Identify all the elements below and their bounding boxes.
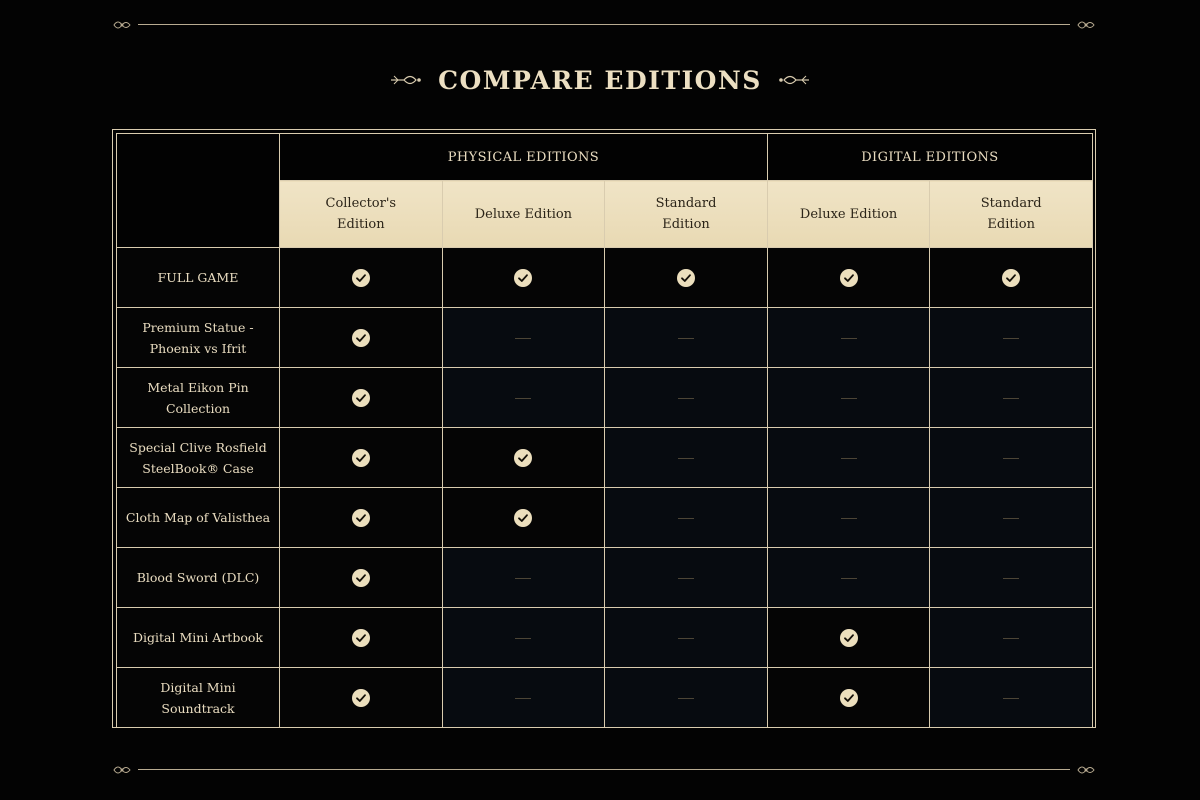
feature-cell-not-included xyxy=(442,548,605,608)
dash-icon xyxy=(841,518,857,519)
corner-cell xyxy=(117,134,280,248)
feature-label: Digital Mini Soundtrack xyxy=(117,668,280,728)
feature-cell-included xyxy=(280,488,443,548)
page-heading xyxy=(0,60,1200,100)
feature-row xyxy=(117,428,1093,488)
feature-label: Special Clive Rosfield SteelBook® Case xyxy=(117,428,280,488)
feature-cell-included xyxy=(280,308,443,368)
edition-header-physical-editions-standard-edition: Standard Edition xyxy=(605,181,768,248)
feature-cell-not-included xyxy=(767,488,930,548)
feature-row xyxy=(117,668,1093,728)
check-circle-icon xyxy=(352,509,370,527)
dash-icon xyxy=(841,398,857,399)
edition-header-digital-editions-standard-edition: Standard Edition xyxy=(930,181,1093,248)
feature-cell-not-included xyxy=(442,668,605,728)
feature-cell-included xyxy=(767,248,930,308)
feature-cell-included xyxy=(767,608,930,668)
dash-icon xyxy=(678,698,694,699)
feature-cell-included xyxy=(280,608,443,668)
feature-label: FULL GAME xyxy=(117,248,280,308)
dash-icon xyxy=(678,398,694,399)
dash-icon xyxy=(841,338,857,339)
dash-icon xyxy=(515,638,531,639)
dash-icon xyxy=(678,458,694,459)
dash-icon xyxy=(1003,518,1019,519)
feature-cell-not-included xyxy=(605,668,768,728)
flourish-ornament-icon xyxy=(1076,18,1096,32)
feature-cell-not-included xyxy=(605,548,768,608)
compare-editions-table xyxy=(116,133,1093,728)
dash-icon xyxy=(515,398,531,399)
feature-row xyxy=(117,608,1093,668)
feature-cell-included xyxy=(280,428,443,488)
feature-cell-not-included xyxy=(442,308,605,368)
check-circle-icon xyxy=(840,269,858,287)
check-circle-icon xyxy=(352,329,370,347)
dash-icon xyxy=(841,578,857,579)
check-circle-icon xyxy=(352,269,370,287)
feature-cell-not-included xyxy=(930,488,1093,548)
flourish-ornament-icon xyxy=(778,73,810,87)
dash-icon xyxy=(678,338,694,339)
feature-cell-included xyxy=(930,248,1093,308)
feature-cell-included xyxy=(442,428,605,488)
flourish-ornament-icon xyxy=(112,763,132,777)
feature-cell-included xyxy=(442,248,605,308)
group-header-physical: PHYSICAL EDITIONS xyxy=(280,134,768,181)
feature-row xyxy=(117,488,1093,548)
feature-cell-not-included xyxy=(930,308,1093,368)
page-title: COMPARE EDITIONS xyxy=(438,65,762,95)
feature-cell-not-included xyxy=(605,488,768,548)
top-divider xyxy=(112,18,1096,32)
feature-rows xyxy=(117,248,1093,728)
feature-label: Cloth Map of Valisthea xyxy=(117,488,280,548)
check-circle-icon xyxy=(840,689,858,707)
dash-icon xyxy=(678,518,694,519)
divider-line xyxy=(138,769,1070,770)
check-circle-icon xyxy=(677,269,695,287)
dash-icon xyxy=(841,458,857,459)
edition-header-physical-editions-collector-s-edition: Collector's Edition xyxy=(280,181,443,248)
check-circle-icon xyxy=(1002,269,1020,287)
dash-icon xyxy=(1003,398,1019,399)
feature-row xyxy=(117,248,1093,308)
feature-cell-not-included xyxy=(442,608,605,668)
check-circle-icon xyxy=(514,269,532,287)
dash-icon xyxy=(678,638,694,639)
feature-cell-not-included xyxy=(767,428,930,488)
feature-cell-included xyxy=(442,488,605,548)
flourish-ornament-icon xyxy=(1076,763,1096,777)
feature-cell-not-included xyxy=(767,368,930,428)
dash-icon xyxy=(678,578,694,579)
group-header-row xyxy=(117,134,1093,181)
feature-row xyxy=(117,308,1093,368)
group-header-digital: DIGITAL EDITIONS xyxy=(767,134,1092,181)
check-circle-icon xyxy=(352,569,370,587)
check-circle-icon xyxy=(840,629,858,647)
feature-cell-not-included xyxy=(930,548,1093,608)
feature-label: Blood Sword (DLC) xyxy=(117,548,280,608)
dash-icon xyxy=(1003,698,1019,699)
flourish-ornament-icon xyxy=(112,18,132,32)
feature-cell-not-included xyxy=(605,368,768,428)
feature-cell-not-included xyxy=(605,308,768,368)
feature-cell-included xyxy=(280,668,443,728)
feature-cell-included xyxy=(280,368,443,428)
feature-cell-not-included xyxy=(930,368,1093,428)
feature-cell-not-included xyxy=(930,428,1093,488)
check-circle-icon xyxy=(352,389,370,407)
feature-cell-not-included xyxy=(767,308,930,368)
dash-icon xyxy=(515,338,531,339)
feature-cell-not-included xyxy=(605,608,768,668)
feature-cell-not-included xyxy=(442,368,605,428)
feature-row xyxy=(117,548,1093,608)
dash-icon xyxy=(515,698,531,699)
feature-label: Premium Statue - Phoenix vs Ifrit xyxy=(117,308,280,368)
divider-line xyxy=(138,24,1070,25)
check-circle-icon xyxy=(352,449,370,467)
check-circle-icon xyxy=(514,509,532,527)
feature-cell-included xyxy=(767,668,930,728)
feature-cell-not-included xyxy=(930,668,1093,728)
feature-cell-not-included xyxy=(605,428,768,488)
check-circle-icon xyxy=(352,629,370,647)
dash-icon xyxy=(1003,638,1019,639)
dash-icon xyxy=(1003,578,1019,579)
edition-header-digital-editions-deluxe-edition: Deluxe Edition xyxy=(767,181,930,248)
feature-label: Digital Mini Artbook xyxy=(117,608,280,668)
dash-icon xyxy=(515,578,531,579)
bottom-divider xyxy=(112,763,1096,777)
feature-label: Metal Eikon Pin Collection xyxy=(117,368,280,428)
feature-cell-not-included xyxy=(767,548,930,608)
edition-header-physical-editions-deluxe-edition: Deluxe Edition xyxy=(442,181,605,248)
check-circle-icon xyxy=(514,449,532,467)
check-circle-icon xyxy=(352,689,370,707)
feature-cell-not-included xyxy=(930,608,1093,668)
feature-cell-included xyxy=(605,248,768,308)
dash-icon xyxy=(1003,338,1019,339)
flourish-ornament-icon xyxy=(390,73,422,87)
dash-icon xyxy=(1003,458,1019,459)
feature-cell-included xyxy=(280,548,443,608)
feature-cell-included xyxy=(280,248,443,308)
feature-row xyxy=(117,368,1093,428)
